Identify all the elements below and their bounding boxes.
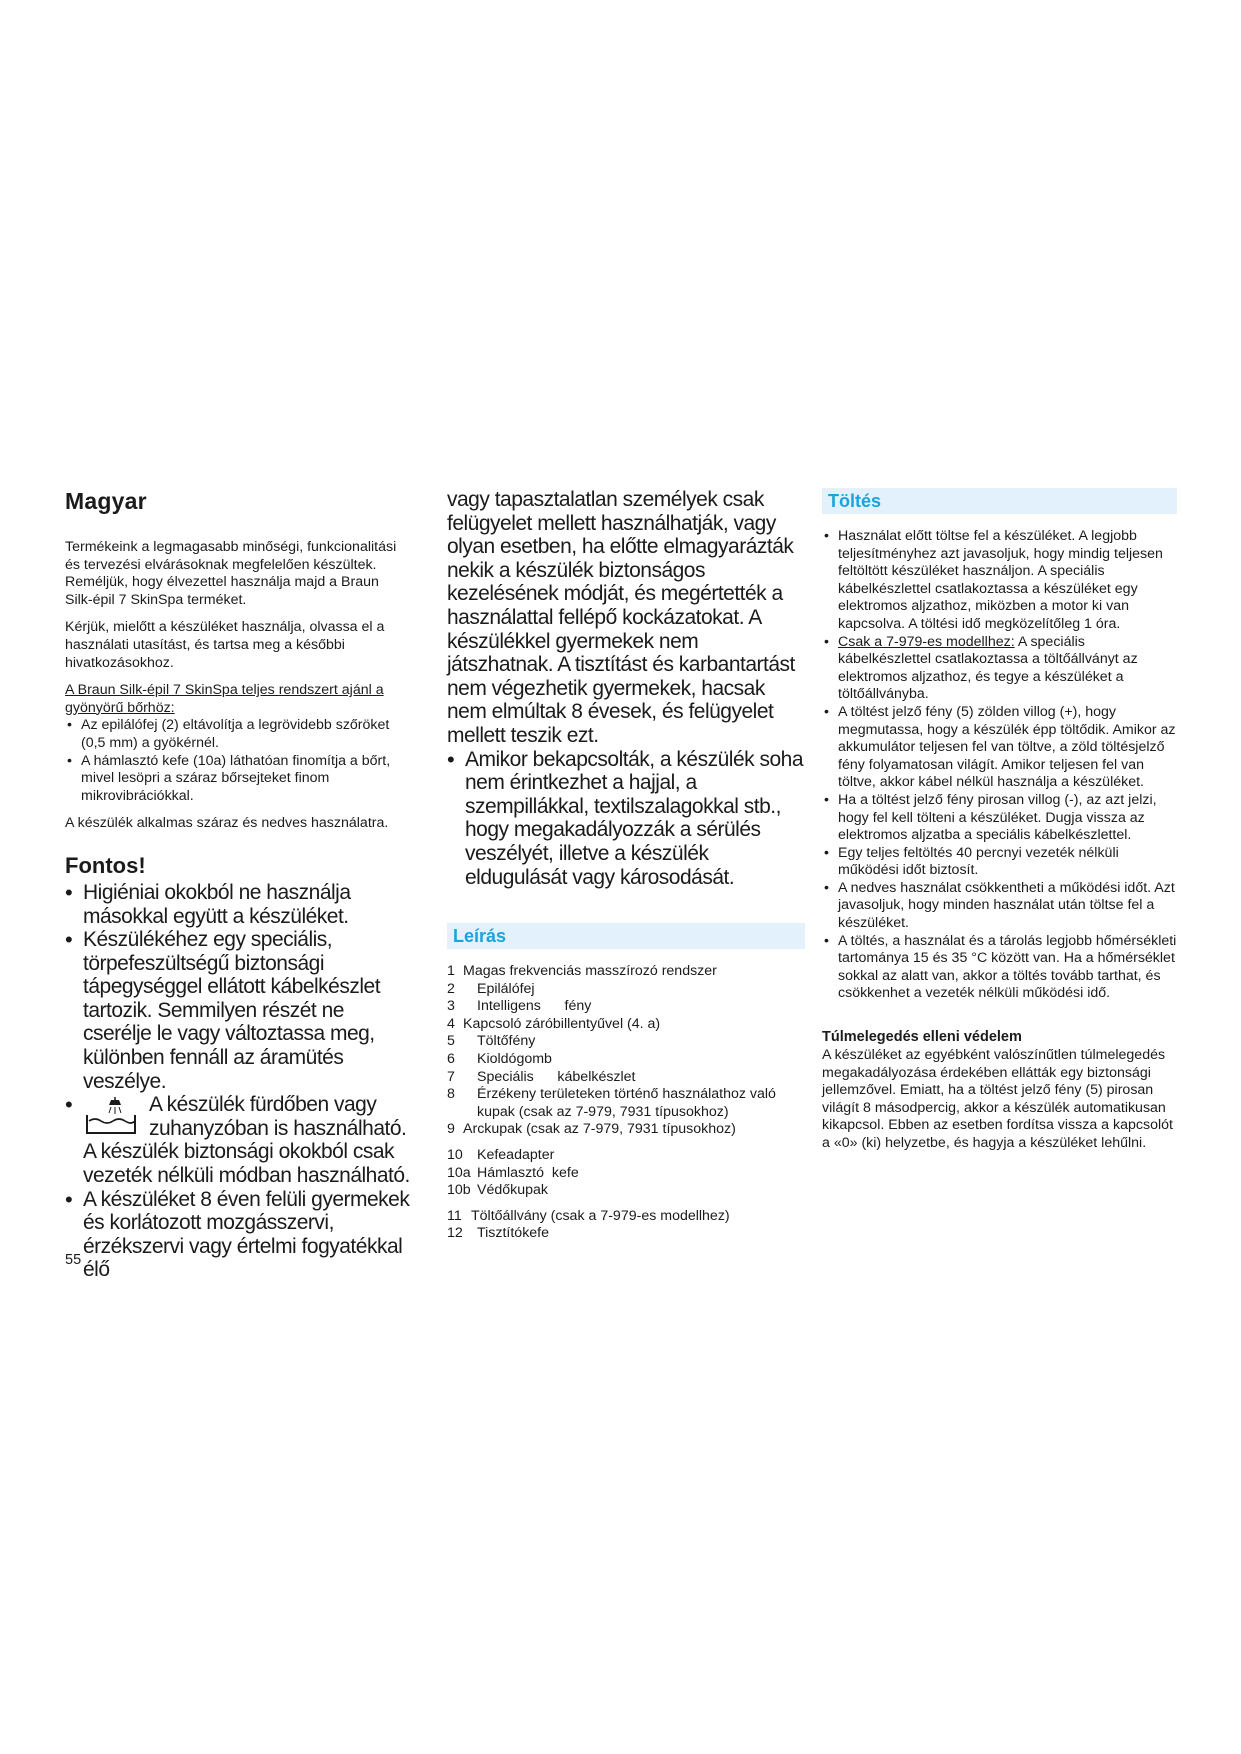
list-item: 11 Töltőállvány (csak a 7-979-es modellhez) xyxy=(447,1207,730,1224)
list-item: 12 Tisztítókefe xyxy=(447,1225,550,1242)
overheat-heading: Túlmelegedés elleni védelem xyxy=(822,1029,1022,1046)
list-item: 6 Kioldógomb xyxy=(447,1051,552,1068)
dry-wet-note: A készülék alkalmas száraz és nedves használatra. xyxy=(65,815,389,832)
list-item: • Egy teljes feltöltés 40 percnyi vezeték nélküli működési időt biztosít. xyxy=(822,845,1177,880)
list-item: 10b Védőkupak xyxy=(447,1182,548,1199)
system-list xyxy=(65,717,410,805)
system-heading: A Braun Silk-épil 7 SkinSpa teljes rendszert ajánl a gyönyörű bőrhöz: xyxy=(65,682,384,716)
list-item: • Ha a töltést jelző fény pirosan villog (-), az azt jelzi, hogy fel kell tölteni a készüléket. Dugja vissza az elektromos aljzatba a speciális kábelkészlettel. xyxy=(822,792,1177,845)
language-title: Magyar xyxy=(65,488,147,514)
list-item: • A készüléket 8 éven felüli gyermekek és korlátozott mozgásszervi, érzékszervi vagy értelmi fogyatékkal élő xyxy=(65,1188,410,1282)
list-item xyxy=(65,1093,410,1187)
warning-list xyxy=(447,748,805,890)
list-item: • A töltést jelző fény (5) zölden villog (+), hogy megmutassa, hogy a készülék épp töltődik. Amikor az akkumulátor teljesen fel van töltve, a zöld töltésjelző fény folyamatosan világít. Amikor teljesen fel van töltve, akkor kábel nélkül használja a készüléket. xyxy=(822,704,1177,792)
list-item: 7 Speciális kábelkészlet xyxy=(447,1068,636,1085)
list-item: • A nedves használat csökkentheti a működési időt. Azt javasoljuk, hogy minden használat után töltse fel a készüléket. xyxy=(822,880,1177,933)
overheat-text: A készüléket az egyébként valószínűtlen túlmelegedés megakadályozása érdekében ellátták egy biztonsági jellemzővel. Emiatt, ha a töltést jelző fény (5) pirosan világít 8 másodpercig, akkor a készülék automatikusan kikapcsol. Ebben az esetben fordítsa vissza a kapcsolót a «0» (ki) helyzetbe, és hagyja a készüléket lehűlni. xyxy=(822,1047,1173,1151)
page-number: 55 xyxy=(65,1252,82,1268)
brush-parts-list xyxy=(447,1147,805,1200)
list-item: 5 Töltőfény xyxy=(447,1033,536,1050)
list-item: 9 Arckupak (csak az 7-979, 7931 típusokhoz) xyxy=(447,1121,736,1138)
list-item: 8 Érzékeny területeken történő használathoz való kupak (csak az 7-979, 7931 típusokhoz) xyxy=(447,1086,776,1120)
list-item: 1 Magas frekvenciás masszírozó rendszer xyxy=(447,963,717,980)
important-list xyxy=(65,881,410,1282)
list-item: • Az epilálófej (2) eltávolítja a legrövidebb szőröket (0,5 mm) a gyökérnél. xyxy=(65,717,410,752)
model-note: Csak a 7-979-es modellhez: xyxy=(838,633,1015,650)
list-item: • A hámlasztó kefe (10a) láthatóan finomítja a bőrt, mivel lesöpri a száraz bőrsejteket finom mikrovibrációkkal. xyxy=(65,753,410,806)
parts-list xyxy=(447,963,805,1139)
column-middle xyxy=(447,488,805,1243)
list-item: • Készülékéhez egy speciális, törpefeszültségű biztonsági tápegységgel ellátott kábelkészlet tartozik. Semmilyen részét ne cserélje le vagy változtassa meg, különben fennáll az áramütés veszélye. xyxy=(65,928,410,1093)
list-item: 2 Epilálófej xyxy=(447,980,535,997)
list-item: • Amikor bekapcsolták, a készülék soha nem érintkezhet a hajjal, a szempillákkal, textilszalagokkal stb., hogy megakadályozzák a sérülés veszélyét, illetve a készülék eldugulását vagy károsodását. xyxy=(447,748,805,890)
list-item: • A töltés, a használat és a tárolás legjobb hőmérsékleti tartománya 15 és 35 °C között van. Ha a hőmérséklet sokkal az alatt van, akkor a töltés tovább tarthat, és csökkenhet a vezeték nélküli működési idő. xyxy=(822,933,1177,1003)
column-left xyxy=(65,488,410,1282)
continuation-text: vagy tapasztalatlan személyek csak felügyelet mellett használhatják, vagy olyan esetben, ha előtte elmagyarázták nekik a készülék biztonságos kezelésének módját, és megértették a használattal fellépő kockázatokat. A készülékkel gyermekek nem játszhatnak. A tisztítást és karbantartást nem végezhetik gyermekek, hacsak nem elmúltak 8 évesek, és felügyelet mellett teszik ezt. xyxy=(447,488,795,747)
list-item: • Csak a 7-979-es modellhez: A speciális kábelkészlettel csatlakoztassa a töltőállványt az elektromos aljzathoz, és tegye a készüléket a töltőállványba. xyxy=(822,634,1177,704)
list-item: 4 Kapcsoló záróbillentyűvel (4. a) xyxy=(447,1015,661,1032)
shower-bath-icon xyxy=(83,1097,143,1137)
list-item: 3 Intelligens fény xyxy=(447,998,592,1015)
list-item: 10a Hámlasztó kefe xyxy=(447,1164,579,1181)
charging-section-header: Töltés xyxy=(822,488,1177,514)
intro-paragraph-2: Kérjük, mielőtt a készüléket használja, olvassa el a használati utasítást, és tartsa meg a későbbi hivatkozásokhoz. xyxy=(65,619,385,671)
charging-list xyxy=(822,528,1177,1003)
list-item: 10 Kefeadapter xyxy=(447,1147,555,1164)
column-right xyxy=(822,488,1177,1163)
intro-paragraph-1: Termékeink a legmagasabb minőségi, funkcionalitási és tervezési elvárásoknak megfelelően készültek. Reméljük, hogy élvezettel használja majd a Braun Silk-épil 7 SkinSpa terméket. xyxy=(65,539,397,608)
important-heading: Fontos! xyxy=(65,852,146,878)
description-section-header: Leírás xyxy=(447,923,805,949)
list-item: • Higiéniai okokból ne használja másokkal együtt a készüléket. xyxy=(65,881,410,928)
accessory-parts-list xyxy=(447,1208,805,1243)
list-item: • Használat előtt töltse fel a készüléket. A legjobb teljesítményhez azt javasoljuk, hogy mindig teljesen feltöltött készüléket használjon. A speciális kábelkészlettel csatlakoztassa a készüléket egy elektromos aljzathoz, miközben a motor ki van kapcsolva. A töltési idő megközelítőleg 1 óra. xyxy=(822,528,1177,634)
shower-use-text: A készülék fürdőben vagy zuhanyzóban is használható. A készülék biztonsági okokból csak vezeték nélküli módban használható. xyxy=(83,1093,410,1188)
